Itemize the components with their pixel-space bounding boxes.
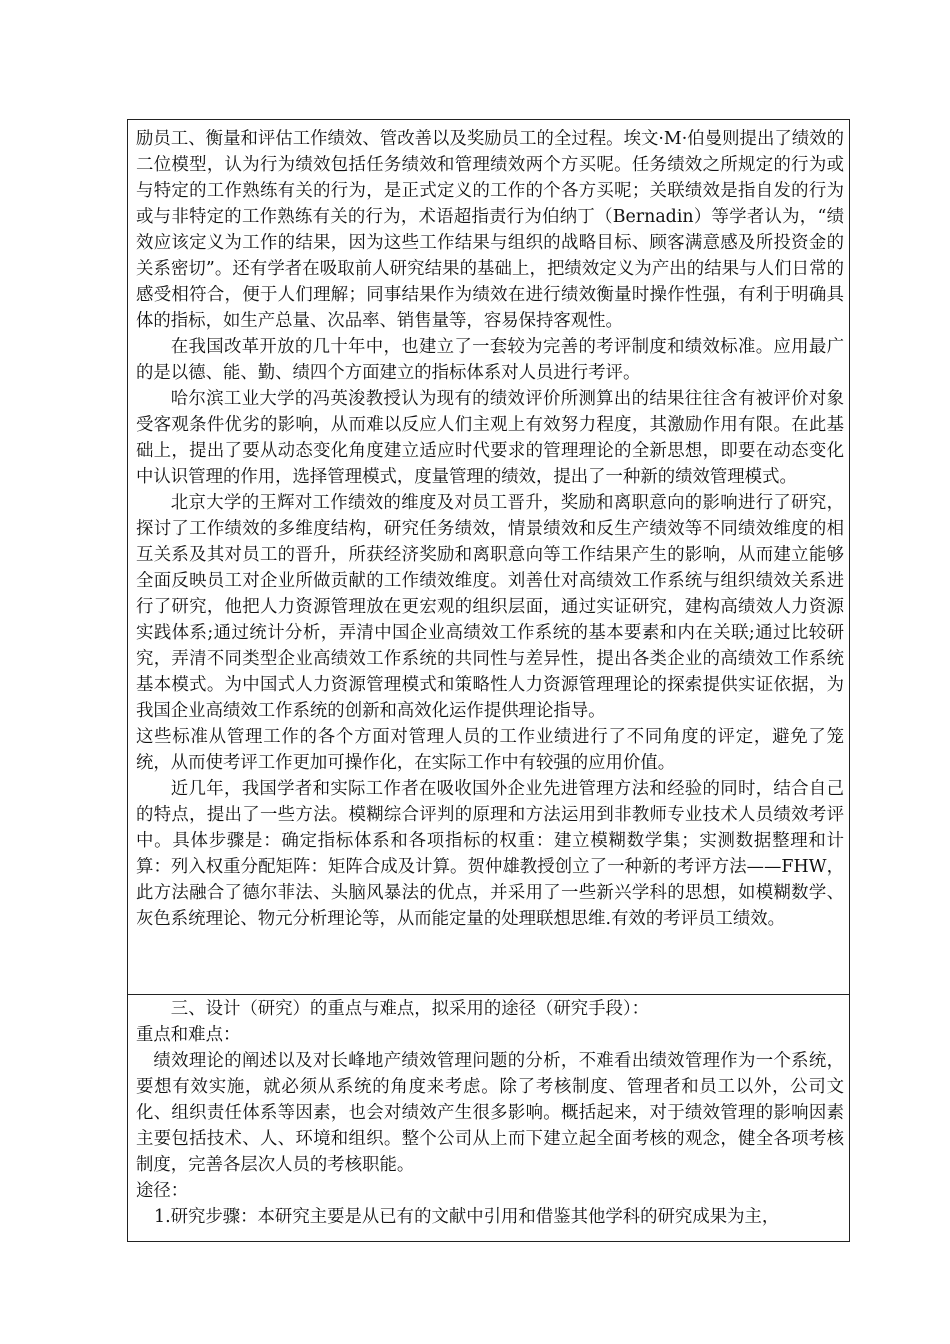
paragraph: 近几年，我国学者和实际工作者在吸收国外企业先进管理方法和经验的同时，结合自己的特点，提出了一些方法。模糊综合评判的原理和方法运用到非教师专业技术人员绩效考评中。具体步骤是：确定指标体系和各项指标的权重：建立模糊数学集；实测数据整理和计算：列入权重分配矩阵：矩阵合成及计算。贺仲雄教授创立了一种新的考评方法——FHW，此方法融合了德尔菲法、头脑风暴法的优点，并采用了一些新兴学科的思想，如模糊数学、灰色系统理论、物元分析理论等，从而能定量的处理联想思维.有效的考评员工绩效。 xyxy=(136,779,844,929)
literature-review-section xyxy=(136,126,844,932)
paragraph: 哈尔滨工业大学的冯英浚教授认为现有的绩效评价所测算出的结果往往含有被评价对象受客观条件优劣的影响，从而难以反应人们主观上有效努力程度，其激励作用有限。在此基础上，提出了要从动态变化角度建立适应时代要求的管理理论的全新思想，即要在动态变化中认识管理的作用，选择管理模式，度量管理的绩效，提出了一种新的绩效管理模式。 xyxy=(136,389,844,487)
key-points-section xyxy=(136,996,844,1230)
research-step-item: 1.研究步骤：本研究主要是从已有的文献中引用和借鉴其他学科的研究成果为主， xyxy=(154,1207,780,1227)
section-heading: 三、设计（研究）的重点与难点，拟采用的途径（研究手段）： xyxy=(170,999,650,1019)
paragraph: 绩效理论的阐述以及对长峰地产绩效管理问题的分析，不难看出绩效管理作为一个系统，要想有效实施，就必须从系统的角度来考虑。除了考核制度、管理者和员工以外，公司文化、组织责任体系等因素，也会对绩效产生很多影响。概括起来，对于绩效管理的影响因素主要包括技术、人、环境和组织。整个公司从上而下建立起全面考核的观念，健全各项考核制度，完善各层次人员的考核职能。 xyxy=(136,1051,844,1175)
subheading-key-difficulties: 重点和难点： xyxy=(136,1025,241,1045)
paragraph: 在我国改革开放的几十年中，也建立了一套较为完善的考评制度和绩效标准。应用最广的是以德、能、勤、绩四个方面建立的指标体系对人员进行考评。 xyxy=(136,337,844,383)
proposal-table xyxy=(127,119,850,1242)
paragraph: 这些标准从管理工作的各个方面对管理人员的工作业绩进行了不同角度的评定，避免了笼统，从而使考评工作更加可操作化，在实际工作中有较强的应用价值。 xyxy=(136,727,844,773)
table-row-divider xyxy=(128,994,849,995)
subheading-approach: 途径： xyxy=(136,1181,189,1201)
paragraph: 励员工、衡量和评估工作绩效、管改善以及奖励员工的全过程。埃文·M·伯曼则提出了绩效的二位模型，认为行为绩效包括任务绩效和管理绩效两个方买呢。任务绩效之所规定的行为或与特定的工作熟练有关的行为，是正式定义的工作的个各方买呢；关联绩效是指自发的行为或与非特定的工作熟练有关的行为，术语超指责行为伯纳丁（Bernadin）等学者认为，“绩效应该定义为工作的结果，因为这些工作结果与组织的战略目标、顾客满意感及所投资金的关系密切”。还有学者在吸取前人研究结果的基础上，把绩效定义为产出的结果与人们日常的感受相符合，便于人们理解；同事结果作为绩效在进行绩效衡量时操作性强，有利于明确具体的指标，如生产总量、次品率、销售量等，容易保持客观性。 xyxy=(136,129,844,331)
paragraph: 北京大学的王辉对工作绩效的维度及对员工晋升，奖励和离职意向的影响进行了研究，探讨了工作绩效的多维度结构，研究任务绩效，情景绩效和反生产绩效等不同绩效维度的相互关系及其对员工的晋升，所获经济奖励和离职意向等工作结果产生的影响，从而建立能够全面反映员工对企业所做贡献的工作绩效维度。刘善仕对高绩效工作系统与组织绩效关系进行了研究，他把人力资源管理放在更宏观的组织层面，通过实证研究，建构高绩效人力资源实践体系;通过统计分析，弄清中国企业高绩效工作系统的基本要素和内在关联;通过比较研究，弄清不同类型企业高绩效工作系统的共同性与差异性，提出各类企业的高绩效工作系统基本模式。为中国式人力资源管理模式和策略性人力资源管理理论的探索提供实证依据，为我国企业高绩效工作系统的创新和高效化运作提供理论指导。 xyxy=(136,493,844,721)
